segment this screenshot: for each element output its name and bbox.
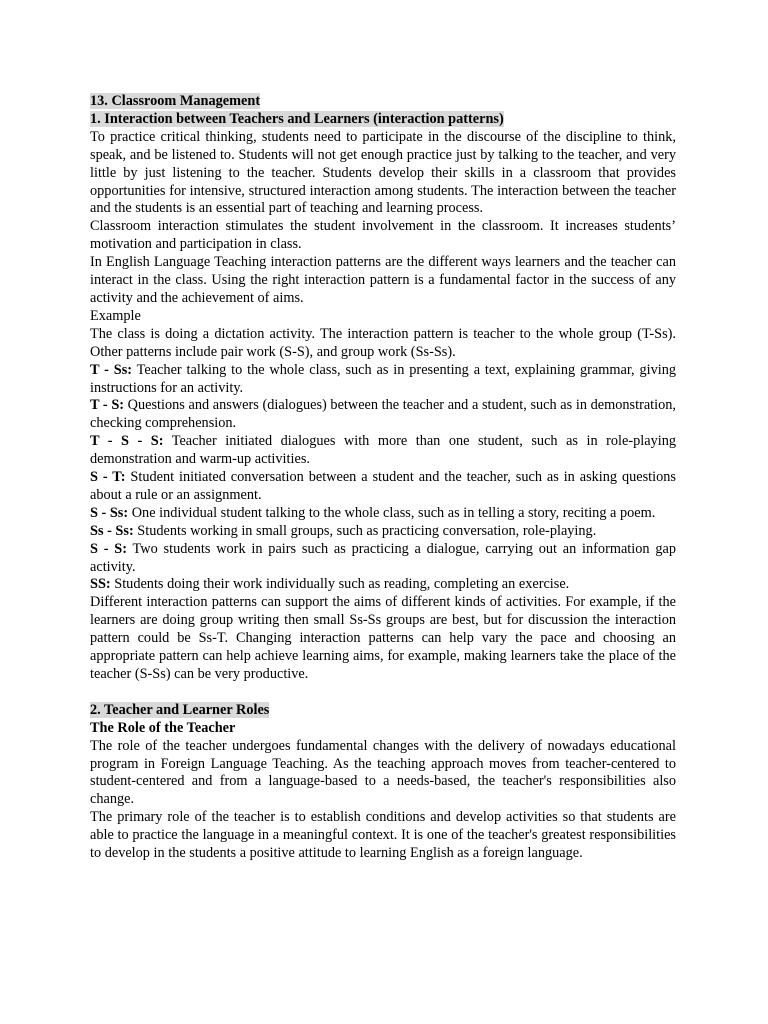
pattern-item [90, 576, 676, 594]
pattern-item [90, 523, 676, 541]
pattern-term: T - S: [90, 397, 125, 414]
section-heading [90, 93, 676, 111]
subsection-title: 1. Interaction between Teachers and Learners (interaction patterns) [90, 110, 504, 127]
pattern-desc: Teacher talking to the whole class, such as in presenting a text, explaining grammar, giving instructions for an activity. [90, 361, 676, 396]
pattern-item [90, 469, 676, 505]
paragraph: Different interaction patterns can support the aims of different kinds of activities. For example, if the learners are doing group writing then small Ss-Ss groups are best, but for discussion the interaction pattern could be Ss-T. Changing interaction patterns can help vary the pace and choosing an appropriate pattern can help achieve learning aims, for example, making learners take the place of the teacher (S-Ss) can be very productive. [90, 594, 676, 682]
pattern-item [90, 433, 676, 469]
pattern-term: T - S - S: [90, 433, 164, 450]
pattern-term: S - T: [90, 469, 126, 486]
pattern-item [90, 541, 676, 577]
pattern-desc: One individual student talking to the whole class, such as in telling a story, reciting a poem. [128, 504, 656, 521]
pattern-desc: Student initiated conversation between a student and the teacher, such as in asking questions about a rule or an assignment. [90, 469, 676, 503]
paragraph: The role of the teacher undergoes fundamental changes with the delivery of nowadays educational program in Foreign Language Teaching. As the teaching approach moves from teacher-centered to student-centered and from a language-based to a needs-based, the teacher's responsibilities also change. [90, 737, 676, 808]
paragraph: In English Language Teaching interaction patterns are the different ways learners and the teacher can interact in the class. Using the right interaction pattern is a fundamental factor in the success of any activity and the achievement of aims. [90, 254, 676, 306]
pattern-term: S - S: [90, 540, 128, 557]
example-text: The class is doing a dictation activity. The interaction pattern is teacher to the whole group (T-Ss). Other patterns include pair work (S-S), and group work (Ss-Ss). [90, 325, 676, 360]
pattern-term: S - Ss: [90, 504, 129, 521]
section-heading [90, 702, 676, 720]
document-page [90, 93, 676, 863]
pattern-item [90, 397, 676, 433]
subsection-heading [90, 111, 676, 129]
paragraph: To practice critical thinking, students need to participate in the discourse of the discipline to think, speak, and be listened to. Students will not get enough practice just by talking to the teacher, and very little by just listening to the teacher. Students develop their skills in a classroom that provides opportunities for intensive, structured interaction among students. The interaction between the teacher and the students is an essential part of teaching and learning process. [90, 128, 676, 217]
pattern-term: SS: [90, 576, 111, 593]
paragraph: The primary role of the teacher is to establish conditions and develop activities so that students are able to practice the language in a meaningful context. It is one of the teacher's greatest responsibilities to develop in the students a positive attitude to learning English as a foreign language. [90, 809, 676, 862]
section-title: 2. Teacher and Learner Roles [90, 701, 270, 718]
pattern-term: T - Ss: [90, 361, 133, 378]
blank-line [90, 684, 676, 702]
pattern-desc: Students working in small groups, such as practicing conversation, role-playing. [133, 522, 597, 539]
example-label: Example [90, 307, 141, 324]
pattern-item [90, 505, 676, 523]
paragraph: Classroom interaction stimulates the student involvement in the classroom. It increases students’ motivation and participation in class. [90, 218, 676, 253]
pattern-desc: Students doing their work individually such as reading, completing an exercise. [110, 576, 570, 593]
pattern-term: Ss - Ss: [90, 522, 134, 539]
subsection-title: The Role of the Teacher [90, 719, 236, 736]
pattern-desc: Questions and answers (dialogues) between the teacher and a student, such as in demonstration, checking comprehension. [90, 397, 676, 432]
section-title: 13. Classroom Management [90, 93, 261, 109]
pattern-desc: Teacher initiated dialogues with more than one student, such as in role-playing demonstration and warm-up activities. [90, 433, 676, 468]
pattern-desc: Two students work in pairs such as practicing a dialogue, carrying out an information gap activity. [90, 540, 676, 575]
pattern-item [90, 362, 676, 398]
